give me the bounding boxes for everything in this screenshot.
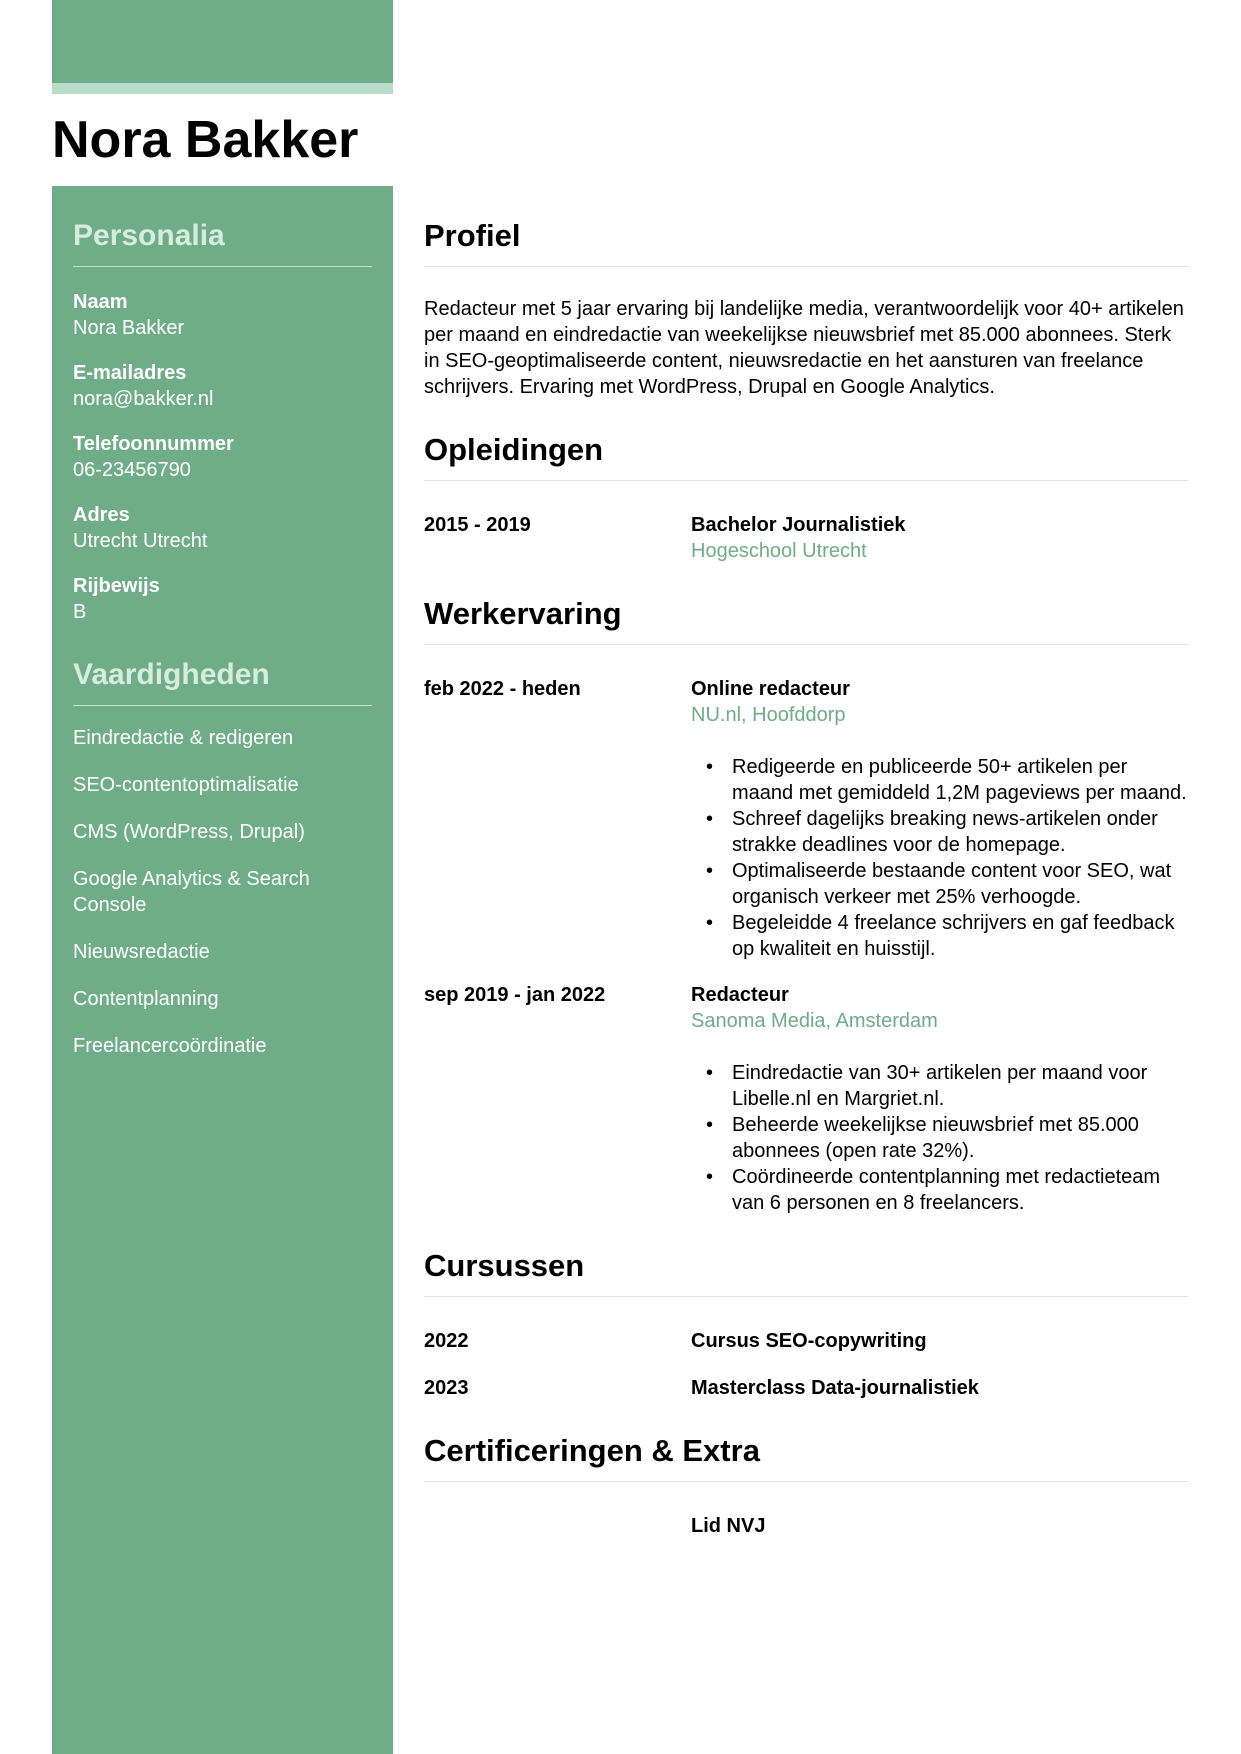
bullet-item: • Beheerde weekelijkse nieuwsbrief met 85.000 abonnees (open rate 32%). [691, 1112, 1188, 1164]
education-heading: Opleidingen [424, 432, 1188, 481]
skill-item: Nieuwsredactie [73, 941, 210, 963]
skill-item: SEO-contentoptimalisatie [73, 774, 299, 796]
entry-detail [691, 1375, 1188, 1401]
personal-info-item [73, 502, 372, 554]
entry-detail [691, 1328, 1188, 1354]
entry-title: Lid NVJ [691, 1515, 766, 1537]
entry-bullets [691, 754, 1188, 962]
entry-bullets [691, 1060, 1188, 1216]
personal-info-value: Utrecht Utrecht [73, 530, 208, 552]
course-entry [424, 1375, 1188, 1401]
entry-title: Online redacteur [691, 678, 850, 700]
skill-item: Eindredactie & redigeren [73, 727, 294, 749]
entry-title: Redacteur [691, 984, 789, 1006]
entry-detail [691, 982, 1188, 1216]
bullet-item: • Coördineerde contentplanning met redactieteam van 6 personen en 8 freelancers. [691, 1164, 1188, 1216]
main-content [424, 186, 1188, 1539]
bullet-item: • Schreef dagelijks breaking news-artikelen onder strakke deadlines voor de homepage. [691, 806, 1188, 858]
candidate-name: Nora Bakker [52, 111, 359, 169]
skill-item: Freelancercoördinatie [73, 1035, 267, 1057]
work-entry [424, 982, 1188, 1216]
extra-entry [424, 1513, 1188, 1539]
personal-info-label: Telefoonnummer [73, 433, 234, 455]
entry-date: sep 2019 - jan 2022 [424, 984, 606, 1006]
entry-title: Cursus SEO-copywriting [691, 1330, 927, 1352]
skill-item: Google Analytics & Search Console [73, 868, 310, 916]
personal-info-value: nora@bakker.nl [73, 388, 214, 410]
personal-info-list [73, 289, 372, 625]
bullet-item: • Redigeerde en publiceerde 50+ artikelen per maand met gemiddeld 1,2M pageviews per maand. [691, 754, 1188, 806]
personal-info-value: 06-23456790 [73, 459, 191, 481]
entry-date [424, 1513, 691, 1539]
personal-info-label: Rijbewijs [73, 575, 160, 597]
profile-text: Redacteur met 5 jaar ervaring bij landelijke media, verantwoordelijk voor 40+ artikelen per maand en eindredactie van weekelijkse nieuwsbrief met 85.000 abonnees. Sterk in SEO-geoptimaliseerde content, nieuwsredactie en het aansturen van freelance schrijvers. Ervaring met WordPress, Drupal en Google Analytics. [424, 298, 1184, 398]
skill-item: Contentplanning [73, 988, 219, 1010]
course-entry [424, 1328, 1188, 1354]
entry-date: feb 2022 - heden [424, 678, 581, 700]
entry-title: Bachelor Journalistiek [691, 514, 906, 536]
personal-info-item [73, 431, 372, 483]
entry-date: 2022 [424, 1330, 469, 1352]
sidebar [52, 186, 393, 1754]
entry-title: Masterclass Data-journalistiek [691, 1377, 979, 1399]
education-entry [424, 512, 1188, 564]
entry-detail [691, 1513, 1188, 1539]
skill-item: CMS (WordPress, Drupal) [73, 821, 305, 843]
work-heading: Werkervaring [424, 596, 1188, 645]
bullet-item: • Eindredactie van 30+ artikelen per maand voor Libelle.nl en Margriet.nl. [691, 1060, 1188, 1112]
personal-info-item [73, 289, 372, 341]
personal-info-item [73, 360, 372, 412]
skills-list [73, 725, 372, 1059]
bullet-item: • Begeleidde 4 freelance schrijvers en gaf feedback op kwaliteit en huisstijl. [691, 910, 1188, 962]
personal-info-value: B [73, 601, 87, 623]
entry-organization: NU.nl, Hoofddorp [691, 704, 846, 726]
personal-info-value: Nora Bakker [73, 317, 185, 339]
work-entry [424, 676, 1188, 962]
personal-info-label: Naam [73, 291, 128, 313]
extra-heading: Certificeringen & Extra [424, 1433, 1188, 1482]
personal-heading: Personalia [73, 218, 372, 267]
personal-info-label: E-mailadres [73, 362, 187, 384]
entry-date: 2023 [424, 1377, 469, 1399]
entry-date: 2015 - 2019 [424, 514, 531, 536]
skills-heading: Vaardigheden [73, 657, 372, 706]
bullet-item: • Optimaliseerde bestaande content voor SEO, wat organisch verkeer met 25% verhoogde. [691, 858, 1188, 910]
profile-heading: Profiel [424, 218, 1188, 267]
header-color-block [52, 0, 393, 83]
entry-organization: Hogeschool Utrecht [691, 540, 867, 562]
entry-detail [691, 676, 1188, 962]
entry-organization: Sanoma Media, Amsterdam [691, 1010, 938, 1032]
entry-detail [691, 512, 1188, 564]
personal-info-label: Adres [73, 504, 130, 526]
personal-info-item [73, 573, 372, 625]
courses-heading: Cursussen [424, 1248, 1188, 1297]
header-accent-stripe [52, 83, 393, 94]
